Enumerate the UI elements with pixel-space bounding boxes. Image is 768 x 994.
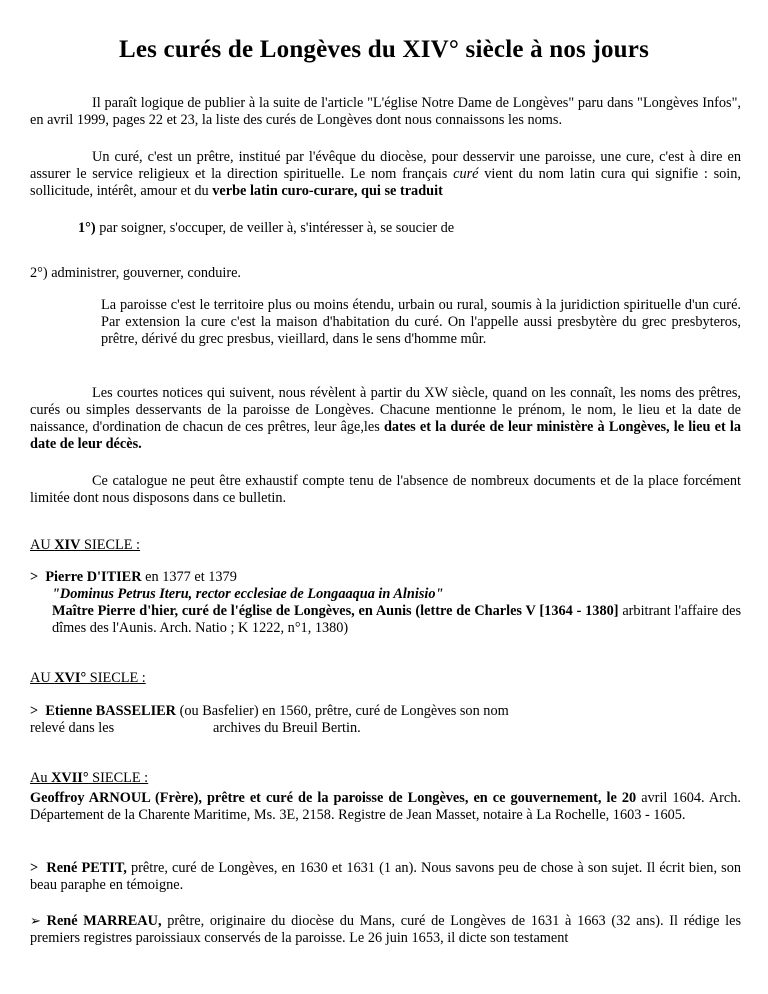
intro-p2-italic: curé bbox=[453, 166, 479, 182]
definition-1-text: par soigner, s'occuper, de veiller à, s'intéresser à, se soucier de bbox=[99, 220, 455, 236]
section-heading-xvi bbox=[30, 670, 146, 687]
entry-marreau bbox=[30, 912, 741, 947]
entry-basselier-name: Etienne BASSELIER bbox=[45, 703, 177, 719]
intro-p2-text-a: Un curé, c'est un prêtre, institué par l'évêque du diocèse, pour desservir une paroisse, une cure, c'est à dire en assurer le service religieux et la direction spirituelle. Le nom français bbox=[30, 149, 741, 182]
intro-paragraph-2 bbox=[30, 149, 741, 200]
section-heading-xvii bbox=[30, 770, 148, 787]
entry-basselier-text-1: (ou Basfelier) en 1560, prêtre, curé de Longèves son nom bbox=[179, 703, 509, 719]
entry-ditier-translation-rest: arbitrant l'affaire des dîmes des l'Aunis. Arch. Natio ; K 1222, n°1, 1380) bbox=[52, 603, 742, 636]
entry-arnoul-text: avril 1604. Arch. Département de la Charente Maritime, Ms. 3E, 2158. Registre de Jean Masset, notaire à La Rochelle, 1603 - 1605. bbox=[30, 790, 741, 823]
entry-ditier-translation-bold: Maître Pierre d'hier, curé de l'église de Longèves, en Aunis (lettre de Charles V [1364 - 1380] bbox=[52, 603, 619, 619]
entry-basselier-line-2a: relevé dans les bbox=[30, 720, 115, 736]
entry-ditier-text: en 1377 et 1379 bbox=[145, 569, 237, 585]
entry-ditier bbox=[30, 569, 741, 586]
entry-basselier bbox=[30, 703, 741, 720]
page-title: Les curés de Longèves du XIV° siècle à nos jours bbox=[118, 36, 649, 63]
entry-petit-text: prêtre, curé de Longèves, en 1630 et 1631 (1 an). Nous savons peu de chose à son sujet. Il écrit bien, son beau paraphe en témoigne. bbox=[30, 860, 741, 893]
section-xiv-pre: AU bbox=[30, 537, 55, 553]
section-xvii-century: XVII° bbox=[51, 770, 89, 786]
entry-arnoul-bold: Geoffroy ARNOUL (Frère), prêtre et curé de la paroisse de Longèves, en ce gouvernement, le 20 bbox=[30, 790, 637, 806]
definition-1-number: 1°) bbox=[78, 220, 96, 236]
entry-ditier-name: Pierre D'ITIER bbox=[45, 569, 142, 585]
entry-basselier-line-2b: archives du Breuil Bertin. bbox=[213, 720, 361, 736]
entry-ditier-latin bbox=[52, 586, 741, 603]
section-xvii-pre: Au bbox=[30, 770, 52, 786]
section-heading-xiv bbox=[30, 537, 140, 554]
entry-marker-icon: ➢ bbox=[30, 913, 41, 928]
section-xvi-century: XVI° bbox=[54, 670, 87, 686]
section-xvi-post: SIECLE : bbox=[86, 670, 146, 686]
entry-marreau-text: prêtre, originaire du diocèse du Mans, curé de Longèves de 1631 à 1663 (32 ans). Il rédige les premiers registres paroissiaux conservés de la paroisse. Le 26 juin 1653, il dicte son testament bbox=[30, 913, 742, 946]
definition-1 bbox=[78, 220, 738, 237]
intro-paragraph-3: La paroisse c'est le territoire plus ou moins étendu, urbain ou rural, soumis à la juridiction spirituelle d'un curé. Par extension la cure c'est la maison d'habitation du curé. On l'appelle aussi presbytère du grec presbyteros, prêtre, dérivé du grec presbus, vieillard, dans le sens d'homme mûr. bbox=[101, 297, 741, 347]
entry-arnoul bbox=[30, 790, 741, 824]
entry-ditier-latin-text: "Dominus Petrus Iteru, rector ecclesiae de Longaaqua in Alnisio" bbox=[52, 586, 444, 602]
entry-marker: > bbox=[30, 860, 39, 876]
intro-paragraph-1: Il paraît logique de publier à la suite de l'article "L'église Notre Dame de Longèves" paru dans "Longèves Infos", en avril 1999, pages 22 et 23, la liste des curés de Longèves dont nous connaissons les noms. bbox=[30, 95, 741, 128]
intro-p2-text-b: vient du nom latin cura qui signifie : soin, sollicitude, intérêt, amour et du bbox=[30, 166, 741, 199]
entry-marreau-name: René MARREAU, bbox=[46, 913, 162, 929]
intro-p2-bold: verbe latin curo-curare, qui se traduit bbox=[212, 183, 443, 199]
intro-p4-bold: dates et la durée de leur ministère à Longèves, le lieu et la date de leur décès. bbox=[30, 419, 741, 452]
definition-2: 2°) administrer, gouverner, conduire. bbox=[30, 265, 242, 281]
entry-ditier-translation bbox=[52, 603, 741, 637]
intro-p4-text: Les courtes notices qui suivent, nous révèlent à partir du XW siècle, quand on les connaît, les noms des prêtres, curés ou simples desservants de la paroisse de Longèves. Chacune mentionne le prénom, le nom, le lieu et la date de naissance, d'ordination de chacun de ces prêtres, leur âge,les bbox=[30, 385, 741, 435]
section-xvii-post: SIECLE : bbox=[88, 770, 149, 786]
entry-petit bbox=[30, 860, 741, 894]
section-xiv-century: XIV bbox=[54, 537, 81, 553]
section-xvi-pre: AU bbox=[30, 670, 55, 686]
entry-petit-name: René PETIT, bbox=[46, 860, 127, 876]
intro-paragraph-5: Ce catalogue ne peut être exhaustif compte tenu de l'absence de nombreux documents et de la place forcément limitée dont nous disposons dans ce bulletin. bbox=[30, 473, 741, 506]
intro-paragraph-4 bbox=[30, 385, 741, 453]
entry-marker: > bbox=[30, 569, 39, 585]
entry-marker: > bbox=[30, 703, 39, 719]
section-xiv-post: SIECLE : bbox=[80, 537, 141, 553]
